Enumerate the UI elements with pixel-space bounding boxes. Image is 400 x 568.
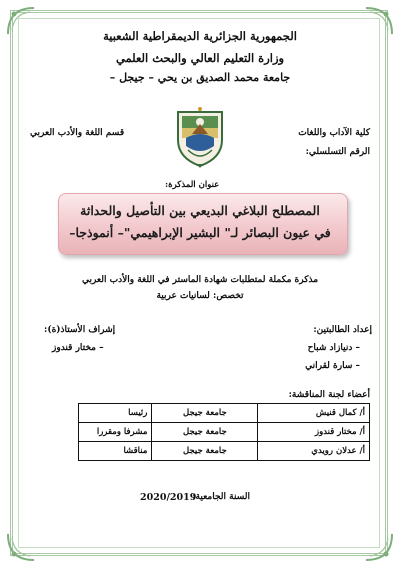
ministry-name: وزارة التعليم العالي والبحث العلمي [115, 51, 285, 65]
member-role: مشرفا ومقررا [79, 423, 152, 442]
member-role: رئيسا [79, 404, 152, 423]
corner-ornament-bottom-left [6, 532, 36, 562]
table-row [79, 404, 370, 423]
student-name: – دنيازاد شباح [307, 343, 360, 353]
university-name: جامعة محمد الصديق بن يحي – جيجل – [109, 71, 291, 84]
committee-table [78, 403, 370, 461]
member-name: أ/ مختار قندوز [258, 423, 370, 442]
memo-purpose: مذكرة مكملة لمتطلبات شهادة الماستر في اللغة والأدب العربي [81, 275, 319, 285]
thesis-title-line1: المصطلح البلاغي البديعي بين التأصيل والحداثة [80, 203, 320, 218]
university-logo-icon [170, 106, 230, 168]
supervisor-label: إشراف الأستاذ(ة): [44, 325, 116, 335]
faculty-name: كلية الآداب واللغات [298, 128, 370, 138]
committee-label: أعضاء لجنة المناقشة: [288, 390, 370, 400]
member-role: مناقشا [79, 442, 152, 461]
member-university: جامعة جيجل [152, 423, 258, 442]
serial-number-label: الرقم التسلسلي: [305, 147, 370, 157]
member-university: جامعة جيجل [152, 404, 258, 423]
memo-specialty: تخصص: لسانيات عربية [156, 291, 244, 301]
member-university: جامعة جيجل [152, 442, 258, 461]
academic-year-value: 2020/2019 [140, 492, 197, 503]
department-name: قسم اللغة والأدب العربي [30, 128, 125, 138]
table-row [79, 442, 370, 461]
supervisor-name: – مختار قندوز [52, 343, 104, 353]
thesis-title-label: عنوان المذكرة: [165, 180, 220, 190]
corner-ornament-bottom-right [364, 532, 394, 562]
student-name: – سارة لقراني [305, 361, 360, 371]
thesis-title-line2: في عيون البصائر لـ" البشير الإبراهيمي"– أنموذجا– [69, 225, 331, 240]
academic-year-label: السنة الجامعية: [192, 492, 250, 502]
table-row [79, 423, 370, 442]
member-name: أ/ كمال قنيش [258, 404, 370, 423]
students-label: إعداد الطالبتين: [313, 325, 372, 335]
member-name: أ/ عدلان رويدي [258, 442, 370, 461]
republic-name: الجمهورية الجزائرية الديمقراطية الشعبية [103, 29, 297, 43]
